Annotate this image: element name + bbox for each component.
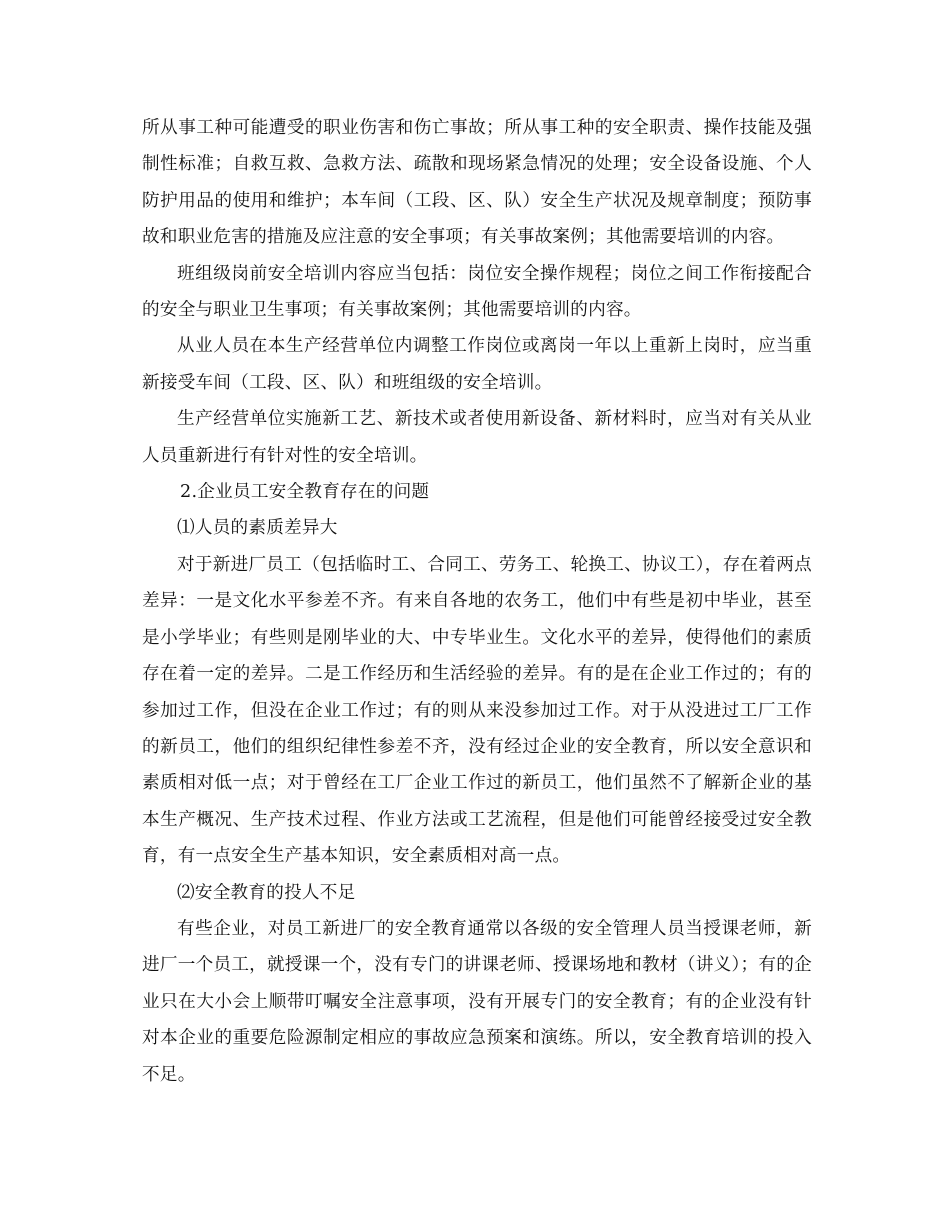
paragraph-job-change-retraining: 从业人员在本生产经营单位内调整工作岗位或离岗一年以上重新上岗时，应当重新接受车间（工段、区、队）和班组级的安全培训。 [142, 336, 812, 393]
subheading-quality-differences: ⑴人员的素质差异大 [177, 518, 338, 539]
section-heading-problems: 2.企业员工安全教育存在的问题 [180, 482, 430, 503]
paragraph-training-content-continued: 所从事工种可能遭受的职业伤害和伤亡事故；所从事工种的安全职责、操作技能及强制性标准；自救互救、急救方法、疏散和现场紧急情况的处理；安全设备设施、个人防护用品的使用和维护；本车间（工段、区、队）安全生产状况及规章制度；预防事故和职业危害的措施及应注意的安全事项；有关事故案例；其他需要培训的内容。 [142, 118, 812, 248]
paragraph-new-technology-training: 生产经营单位实施新工艺、新技术或者使用新设备、新材料时，应当对有关从业人员重新进行有针对性的安全培训。 [142, 409, 812, 466]
paragraph-quality-differences: 对于新进厂员工（包括临时工、合同工、劳务工、轮换工、协议工），存在着两点差异：一是文化水平参差不齐。有来自各地的农务工，他们中有些是初中毕业，甚至是小学毕业；有些则是刚毕业的大、中专毕业生。文化水平的差异，使得他们的素质存在着一定的差异。二是工作经历和生活经验的差异。有的是在企业工作过的；有的参加过工作，但没在企业工作过；有的则从来没参加过工作。对于从没进过工厂工作的新员工，他们的组织纪律性参差不齐，没有经过企业的安全教育，所以安全意识和素质相对低一点；对于曾经在工厂企业工作过的新员工，他们虽然不了解新企业的基本生产概况、生产技术过程、作业方法或工艺流程，但是他们可能曾经接受过安全教育，有一点安全生产基本知识，安全素质相对高一点。 [142, 554, 812, 867]
document-body [142, 110, 812, 1093]
paragraph-insufficient-investment: 有些企业，对员工新进厂的安全教育通常以各级的安全管理人员当授课老师，新进厂一个员工，就授课一个，没有专门的讲课老师、授课场地和教材（讲义）；有的企业只在大小会上顺带叮嘱安全注意事项，没有开展专门的安全教育；有的企业没有针对本企业的重要危险源制定相应的事故应急预案和演练。所以，安全教育培训的投入不足。 [142, 918, 812, 1085]
paragraph-team-level-training: 班组级岗前安全培训内容应当包括：岗位安全操作规程；岗位之间工作衔接配合的安全与职业卫生事项；有关事故案例；其他需要培训的内容。 [142, 263, 812, 321]
subheading-insufficient-investment: ⑵安全教育的投人不足 [177, 882, 356, 903]
